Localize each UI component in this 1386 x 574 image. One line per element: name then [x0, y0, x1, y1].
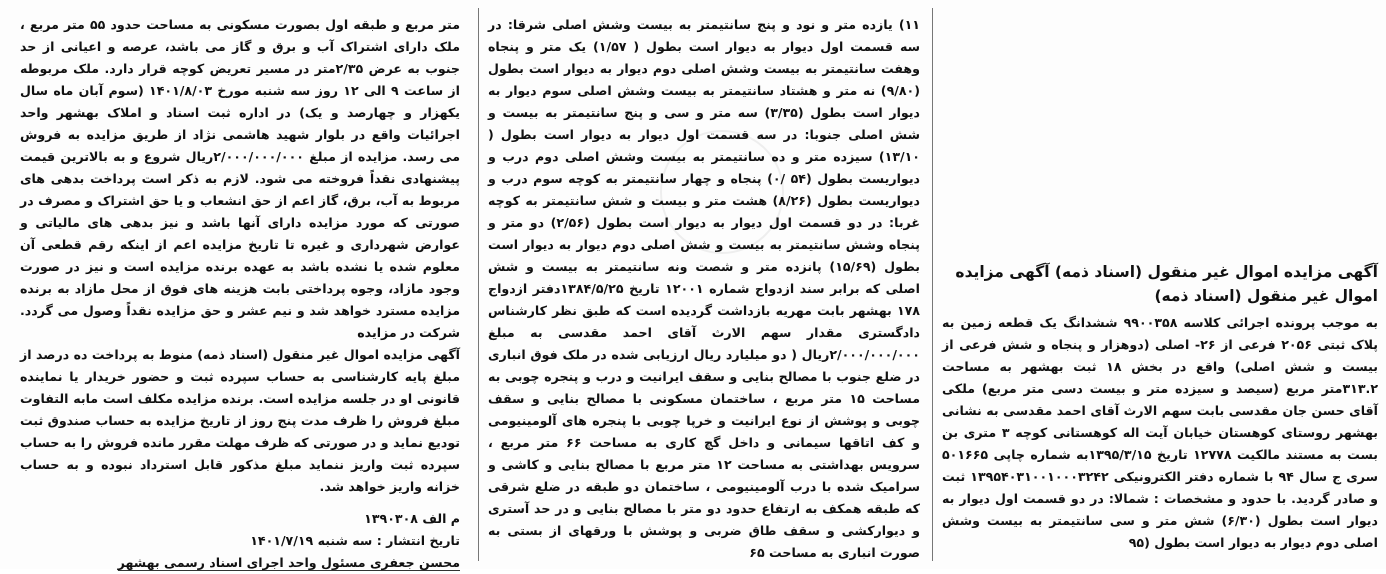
ad-body-paragraph: متر مربع و طبقه اول بصورت مسکونی به مساحت حدود ۵۵ متر مربع ، ملک دارای اشتراک آب و برق و گاز می باشد، عرصه و اعیانی از حد جنوب به عرض ۲/۳۵متر در مسیر تعریض کوچه قرار دارد. ملک مربوطه از ساعت ۹ الی ۱۲ روز سه شنبه مورخ ۱۴۰۱/۸/۰۳ (سوم آبان ماه سال یکهزار و چهارصد و یک) در اداره ثبت اسناد و املاک بهشهر واحد اجرائیات واقع در بلوار شهید هاشمی نژاد از طریق مزایده به فروش می رسد. مزایده از مبلغ ۲/۰۰۰/۰۰۰/۰۰۰ریال شروع و به بالاترین قیمت پیشنهادی نقداً فروخته می شود. لازم به ذکر است پرداخت بدهی های مربوط به آب، برق، گاز اعم از حق انشعاب و یا حق اشتراک و مصرف در صورتی که مورد مزایده دارای آنها باشد و نیز بدهی های مالیاتی و عوارض شهرداری و غیره تا تاریخ مزایده اعم از اینکه رقم قطعی آن معلوم شده یا نشده باشد به عهده برنده مزایده است و نیز در صورت وجود مازاد، وجوه پرداختی بابت هزینه های فوق از محل مازاد به برنده مزایده مسترد خواهد شد و نیم عشر و حق مزایده نقداً وصول می گردد. شرکت در مزایده: [20, 17, 460, 340]
ad-body-paragraph: به موجب پرونده اجرائی کلاسه ۹۹۰۰۳۵۸ ششدانگ یک قطعه زمین به پلاک ثبتی ۲۰۵۶ فرعی از ۲۶- اصلی (دوهزار و پنجاه و شش فرعی از بیست و شش اصلی) واقع در بخش ۱۸ ثبت بهشهر به مساحت ۳۱۳.۲متر مربع (سیصد و سیزده متر و بیست دسی متر مربع) ملکی آقای حسن جان مقدسی بابت سهم الارث آقای احمد مقدسی به نشانی بهشهر روستای کوهستان خیابان آیت اله کوهستانی کوچه ۳ متری بن بست به مستند مالکیت ۱۲۷۷۸ تاریخ ۱۳۹۵/۳/۱۵به شماره چاپی ۵۰۱۶۶۵ سری ج سال ۹۴ با شماره دفتر الکترونیکی ۱۳۹۵۴۰۳۱۰۰۱۰۰۰۳۲۴۲ ثبت و صادر گردید. با حدود و مشخصات : شمالا: در دو قسمت اول دیوار به دیوار است بطول (۶/۳۰) شش متر و سی سانتیمتر به بیست وشش اصلی دوم دیوار به دیوار است بطول (۹۵: [942, 315, 1379, 550]
ad-column-middle: [488, 14, 920, 561]
column-divider: [932, 8, 933, 561]
ad-title: آگهی مزایده اموال غیر منقول (اسناد ذمه) آگهی مزایده اموال غیر منقول (اسناد ذمه): [955, 263, 1378, 305]
publish-date: تاریخ انتشار : سه شنبه ۱۴۰۱/۷/۱۹: [250, 533, 460, 548]
signature-text: محسن جعفری مسئول واحد اجرای اسناد رسمی بهشهر: [117, 555, 460, 570]
reference-code: م الف ۱۳۹۰۳۰۸: [364, 511, 460, 526]
ad-column-right: [942, 14, 1378, 561]
ad-footer: [20, 508, 460, 574]
signature: [20, 552, 460, 574]
ad-column-left: [20, 14, 460, 570]
ad-body-paragraph: آگهی مزایده اموال غیر منقول (اسناد ذمه) منوط به پرداخت ده درصد از مبلغ پایه کارشناسی به حساب سپرده ثبت و حضور خریدار یا نماینده قانونی او در جلسه مزایده است. برنده مزایده مکلف است مابه التفاوت مبلغ فروش را ظرف مدت پنج روز از تاریخ مزایده به حساب صندوق ثبت تودیع نماید و در صورتی که ظرف مهلت مقرر مانده فروش را به حساب سپرده ثبت واریز ننماید مبلغ مذکور قابل استرداد نبوده و به حساب خزانه واریز خواهد شد.: [20, 347, 460, 494]
column-divider: [478, 8, 479, 561]
ad-body-paragraph: ۱۱) یازده متر و نود و پنج سانتیمتر به بیست وشش اصلی شرقا: در سه قسمت اول دیوار به دیوار است بطول ( ۱/۵۷) یک متر و پنجاه وهفت سانتیمتر به بیست وشش اصلی دوم دیوار به دیوار است بطول (۹/۸۰) نه متر و هشتاد سانتیمتر به بیست وشش اصلی سوم دیوار به دیوار است بطول (۳/۳۵) سه متر و سی و پنج سانتیمتر به بیست و شش اصلی جنوبا: در سه قسمت اول دیوار به دیوار است بطول ( ۱۳/۱۰) سیزده متر و ده سانتیمتر به بیست وشش اصلی دوم درب و دیواریست بطول (۵۴ /۰) پنجاه و چهار سانتیمتر به کوچه سوم درب و دیواریست بطول (۸/۲۶) هشت متر و بیست و شش سانتیمتر به کوچه غربا: در دو قسمت اول دیوار به دیوار است بطول (۲/۵۶) دو متر و پنجاه وشش سانتیمتر به بیست و شش اصلی دوم دیوار به دیوار است بطول (۱۵/۶۹) پانزده متر و شصت ونه سانتیمتر به بیست و شش اصلی که برابر سند ازدواج شماره ۱۲۰۰۱ تاریخ ۱۳۸۴/۵/۲۵دفتر ازدواج ۱۷۸ بهشهر بابت مهریه بازداشت گردیده است که طبق نظر کارشناس دادگستری مقدار سهم الارث آقای احمد مقدسی به مبلغ ۲/۰۰۰/۰۰۰/۰۰۰ریال ( دو میلیارد ریال ارزیابی شده در ملک فوق انباری در ضلع جنوب با مصالح بنایی و سقف ایرانیت و درب و پنجره چوبی به مساحت ۱۵ متر مربع ، ساختمان مسکونی با مصالح بنایی و سقف چوبی و پوشش از نوع ایرانیت و خرپا چوبی با پنجره های آلومینیومی و کف اتاقها سیمانی و داخل گچ کاری به مساحت ۶۶ متر مربع ، سرویس بهداشتی به مساحت ۱۲ متر مربع با مصالح بنایی و کاشی و سرامیک شده با درب آلومینیومی ، ساختمان دو طبقه در ضلع شرقی که طبقه همکف به ارتفاع حدود دو متر با مصالح بنایی و در حد آستری و دیوارکشی و سقف طاق ضربی و پوشش با ورقهای از بستی به صورت انباری به مساحت ۶۵: [488, 17, 921, 560]
